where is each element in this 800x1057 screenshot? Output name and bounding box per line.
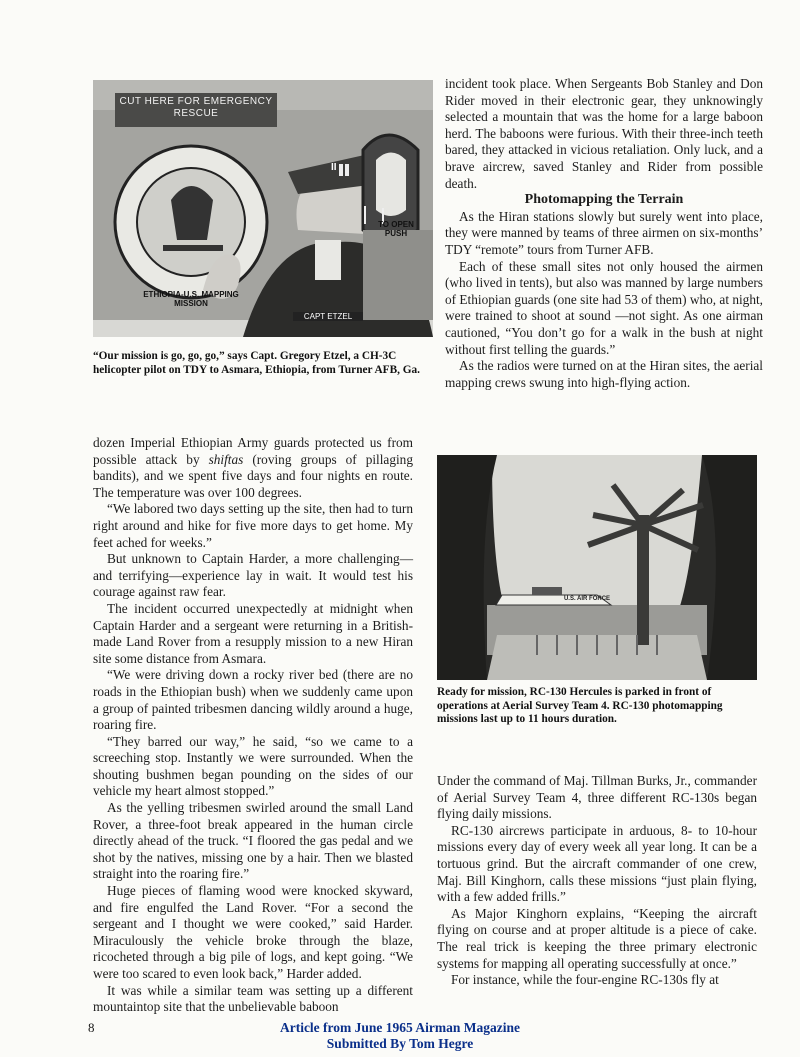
text-run: dozen Imperial Ethiopian Army guards protected us from possible attack by <box>93 435 413 467</box>
text-run: (roving groups of pillaging bandits), and we spent five days and four nights en route. The temperature was over 100 degrees. <box>93 451 413 500</box>
right-column-bottom <box>437 773 757 989</box>
paragraph: As the radios were turned on at the Hiran sites, the aerial mapping crews swung into high-flying action. <box>445 358 763 390</box>
paragraph: Under the command of Maj. Tillman Burks, Jr., commander of Aerial Survey Team 4, three different RC-130s began flying daily missions. <box>437 773 757 822</box>
paragraph: As the yelling tribesmen swirled around the small Land Rover, a three-foot break appeared in the human circle directly ahead of the truck. “I floored the gas pedal and we shot by the natives, missing one by a hair. Then we blasted straight into the roaring fire.” <box>93 800 413 882</box>
right-column-top <box>445 76 763 391</box>
paragraph: Each of these small sites not only housed the airmen (who lived in tents), but also was manned by large numbers of Ethiopian guards (one site had 53 of them) who, at night, were trained to shoot at sound —not sight. As one airman cautioned, “You don’t go for a walk in the bush at night without first telling the guards.” <box>445 258 763 357</box>
left-column <box>93 435 413 1016</box>
seal-text: ETHIOPIA-U.S. MAPPING MISSION <box>143 290 239 308</box>
section-heading: Photomapping the Terrain <box>524 192 684 208</box>
paragraph: “They barred our way,” he said, “so we came to a screeching stop. Instantly we were surrounded. When the shouting bushmen began pounding on the sides of our vehicle my heart almost stopped.” <box>93 733 413 799</box>
page-number: 8 <box>88 1020 95 1035</box>
rc130-illustration <box>437 455 757 680</box>
paragraph: RC-130 aircrews participate in arduous, 8- to 10-hour missions every day of every week all year long. It can be a tortuous grind. But the aircraft commander of one crew, Maj. Bill Kinghorn, calls these missions “just plain flying, with a few added frills.” <box>437 822 757 905</box>
paragraph: “We labored two days setting up the site, then had to turn right around and hike for five more days to get home. My feet ached for weeks.” <box>93 501 413 550</box>
captain-etzel-photo <box>93 80 433 337</box>
photo-caption-rc130: Ready for mission, RC-130 Hercules is parked in front of operations at Aerial Survey Team 4. RC-130 photomapping missions last up to 11 hours duration. <box>437 686 723 726</box>
paragraph: As Major Kinghorn explains, “Keeping the aircraft flying on course and at proper altitude is a piece of cake. The real trick is keeping the three primary electronic systems for mapping all operating successfully at once.” <box>437 905 757 971</box>
window-label: TO OPEN PUSH <box>378 220 414 238</box>
emergency-sign-text: CUT HERE FOR EMERGENCY RESCUE <box>119 96 273 119</box>
article-source-credit: Article from June 1965 Airman Magazine <box>279 1020 521 1035</box>
paragraph: For instance, while the four-engine RC-130s fly at <box>451 972 719 988</box>
name-tag: CAPT ETZEL <box>293 312 363 321</box>
photo-caption-etzel: “Our mission is go, go, go,” says Capt. Gregory Etzel, a CH-3C helicopter pilot on TDY to Asmara, Ethiopia, from Turner AFB, Ga. <box>93 350 421 376</box>
rc130-photo <box>437 455 757 680</box>
paragraph: It was while a similar team was setting up a different mountaintop site that the unbelievable baboon <box>93 982 413 1015</box>
paragraph: Huge pieces of flaming wood were knocked skyward, and fire engulfed the Land Rover. “For a second the sergeant and I thought we were cooked,” said Harder. Miraculously the vehicle broke through the blaze, ricocheted through a big pile of logs, and kept going. “We were too scared to even look back,” Harder added. <box>93 883 413 981</box>
plane-lettering: U.S. AIR FORCE <box>563 596 611 602</box>
paragraph: incident took place. When Sergeants Bob Stanley and Don Rider moved in their electronic gear, they unknowingly selected a mountain that was the home for a large baboon herd. The baboons were furious. With their three-inch teeth bared, they attacked in vicious retaliation. Only luck, and a brave aircrew, saved Stanley and Rider from possible death. <box>445 76 763 191</box>
paragraph: As the Hiran stations slowly but surely went into place, they were manned by teams of three airmen on six-months’ TDY “remote” tours from Turner AFB. <box>445 208 763 257</box>
paragraph: “We were driving down a rocky river bed (there are no roads in the Ethiopian bush) when we suddenly came upon a group of painted tribesmen dancing wildly around a huge, roaring fire. <box>93 667 413 733</box>
paragraph: But unknown to Captain Harder, a more challenging—and terrifying—experience lay in wait. It would test his courage against raw fear. <box>93 551 413 600</box>
rank-insignia: II <box>331 162 337 173</box>
submitter-credit: Submitted By Tom Hegre <box>326 1036 474 1051</box>
paragraph <box>93 435 413 501</box>
emphasis: shiftas <box>208 451 244 467</box>
paragraph: The incident occurred unexpectedly at midnight when Captain Harder and a sergeant were returning in a British-made Land Rover from a resupply mission to a new Hiran site some distance from Asmara. <box>93 600 413 666</box>
